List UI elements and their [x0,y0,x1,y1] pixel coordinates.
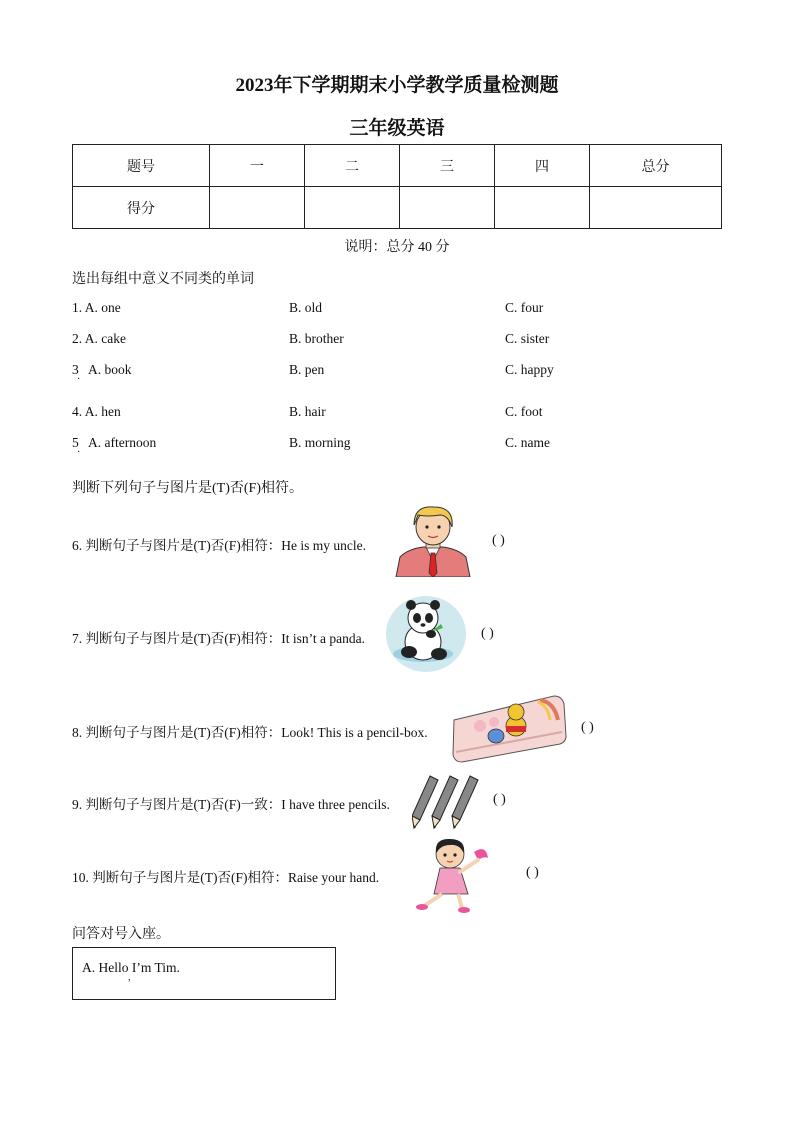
table-row-label: 得分 [73,187,210,229]
option-b: B. hair [289,404,326,419]
option-c: C. foot [505,404,543,419]
option-c: C. sister [505,331,550,346]
option-b: B. pen [289,362,325,377]
option-c: C. name [505,435,550,450]
score-cell[interactable] [590,187,722,229]
answer-blank[interactable]: ( ) [481,626,494,641]
score-cell[interactable] [305,187,400,229]
option-a: A. afternoon [88,435,157,450]
option-b: B. brother [289,331,344,346]
question-text: 6. 判断句子与图片是(T)否(F)相符：He is my uncle. [72,538,366,553]
stray-mark: · [77,374,81,385]
table-header-cell: 四 [495,145,590,187]
girl-picture [414,838,500,914]
score-note: 说明：总分 40 分 [344,240,450,255]
page-title: 2023年下学期期末小学教学质量检测题 [235,75,559,96]
page-subtitle: 三年级英语 [349,118,445,139]
table-header-cell: 三 [400,145,495,187]
answer-option-a: A. Hello I’m Tim. [82,960,180,975]
answer-blank[interactable]: ( ) [492,533,505,548]
table-row [73,187,722,229]
answer-blank[interactable]: ( ) [581,720,594,735]
question-number: 3 [72,362,79,377]
table-header-cell: 二 [305,145,400,187]
score-cell[interactable] [210,187,305,229]
table-header-cell: 题号 [73,145,210,187]
question-text: 7. 判断句子与图片是(T)否(F)相符：It isn’t a panda. [72,631,365,646]
section-heading: 判断下列句子与图片是(T)否(F)相符。 [72,481,303,496]
option-b: B. old [289,300,323,315]
pencil-box-picture [450,692,568,764]
question-text: 10. 判断句子与图片是(T)否(F)相符：Raise your hand. [72,870,380,885]
answer-blank[interactable]: ( ) [526,865,539,880]
option-a: A. book [88,362,132,377]
option-c: C. happy [505,362,554,377]
answer-blank[interactable]: ( ) [493,792,506,807]
question-number: 4. A. hen [72,404,121,419]
stray-mark: , [128,972,131,983]
table-header-cell: 总分 [590,145,722,187]
question-number: 2. A. cake [72,331,126,346]
panda-picture [383,594,469,676]
option-b: B. morning [289,435,351,450]
section-heading: 问答对号入座。 [72,927,170,942]
three-pencils-picture [412,772,488,830]
question-text: 9. 判断句子与图片是(T)否(F)一致：I have three pencils. [72,797,390,812]
table-row [73,145,722,187]
score-cell[interactable] [495,187,590,229]
score-table [72,144,722,229]
question-text: 8. 判断句子与图片是(T)否(F)相符：Look! This is a pencil-box. [72,725,428,740]
question-number: 5 [72,435,79,450]
score-cell[interactable] [400,187,495,229]
section-heading: 选出每组中意义不同类的单词 [72,272,254,287]
table-header-cell: 一 [210,145,305,187]
question-number: 1. A. one [72,300,121,315]
stray-mark: · [77,447,81,458]
option-c: C. four [505,300,544,315]
man-in-suit-picture [388,505,478,577]
